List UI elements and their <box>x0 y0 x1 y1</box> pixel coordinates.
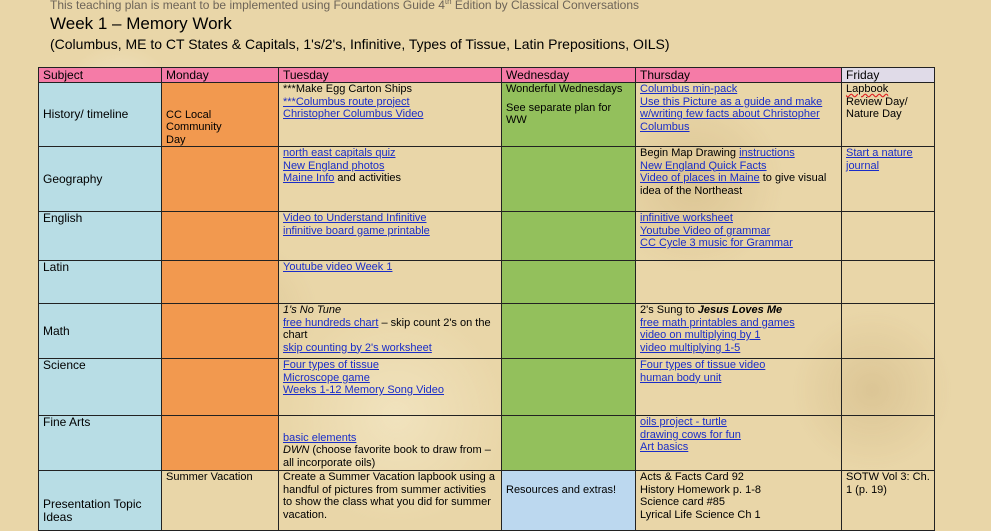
friday-science <box>842 359 935 416</box>
subject-history: History/ timeline <box>39 83 162 147</box>
monday-geography <box>162 147 279 212</box>
thursday-math: 2's Sung to Jesus Loves Me free math printables and games video on multiplying by 1 video multiplying 1-5 <box>636 304 842 359</box>
lesson-plan-table <box>38 67 935 531</box>
wednesday-math <box>502 304 636 359</box>
monday-fine-arts <box>162 416 279 471</box>
map-instructions-link[interactable]: instructions <box>739 147 795 159</box>
subject-english: English <box>39 212 162 261</box>
tuesday-fine-arts: basic elements DWN (choose favorite book to draw from – all incorporate oils) <box>279 416 502 471</box>
skip-counting-link[interactable]: skip counting by 2's worksheet <box>283 341 432 354</box>
drawing-cows-link[interactable]: drawing cows for fun <box>640 428 741 441</box>
thursday-science <box>636 359 842 416</box>
subject-fine-arts: Fine Arts <box>39 416 162 471</box>
thursday-history <box>636 83 842 147</box>
col-header-tuesday: Tuesday <box>279 68 502 83</box>
columbus-video-link[interactable]: Christopher Columbus Video <box>283 108 424 120</box>
friday-presentation: SOTW Vol 3: Ch. 1 (p. 19) <box>842 471 935 531</box>
page-subtitle: (Columbus, ME to CT States & Capitals, 1's/2's, Infinitive, Types of Tissue, Latin Prepositions, OILS) <box>50 36 670 52</box>
table-row <box>39 304 935 359</box>
subject-presentation: Presentation Topic Ideas <box>39 471 162 531</box>
memory-song-video-link[interactable]: Weeks 1-12 Memory Song Video <box>283 384 445 396</box>
hundreds-chart-link[interactable]: free hundreds chart <box>283 316 379 329</box>
monday-math <box>162 304 279 359</box>
multiply-1-video-link[interactable]: video on multiplying by 1 <box>640 329 761 341</box>
human-body-unit-link[interactable]: human body unit <box>640 371 722 384</box>
infinitive-game-link[interactable]: infinitive board game printable <box>283 224 430 237</box>
wednesday-presentation: Resources and extras! <box>502 471 636 531</box>
subject-latin: Latin <box>39 261 162 304</box>
monday-history: CC Local Community Day <box>162 83 279 147</box>
table-row <box>39 416 935 471</box>
grammar-music-link[interactable]: CC Cycle 3 music for Grammar <box>640 237 793 249</box>
wednesday-geography <box>502 147 636 212</box>
columbus-picture-link[interactable]: Use this Picture as a guide and make w/writing few facts about Christopher Columbus <box>640 95 823 133</box>
wednesday-latin <box>502 261 636 304</box>
table-row <box>39 83 935 147</box>
tuesday-latin <box>279 261 502 304</box>
subject-math: Math <box>39 304 162 359</box>
wednesday-history: Wonderful Wednesdays See separate plan for WW <box>502 83 636 147</box>
art-basics-link[interactable]: Art basics <box>640 441 689 453</box>
math-printables-link[interactable]: free math printables and games <box>640 316 795 329</box>
col-header-subject: Subject <box>39 68 162 83</box>
wednesday-fine-arts <box>502 416 636 471</box>
col-header-friday: Friday <box>842 68 935 83</box>
columbus-minipack-link[interactable]: Columbus min-pack <box>640 83 738 95</box>
subject-science: Science <box>39 359 162 416</box>
table-row <box>39 261 935 304</box>
subject-geography: Geography <box>39 147 162 212</box>
col-header-wednesday: Wednesday <box>502 68 636 83</box>
new-england-facts-link[interactable]: New England Quick Facts <box>640 159 767 172</box>
top-note: This teaching plan is meant to be implemented using Foundations Guide 4th Edition by Classical Conversations <box>50 0 639 12</box>
friday-fine-arts <box>842 416 935 471</box>
capitals-quiz-link[interactable]: north east capitals quiz <box>283 147 396 159</box>
friday-geography <box>842 147 935 212</box>
friday-latin <box>842 261 935 304</box>
tuesday-history: ***Make Egg Carton Ships ***Columbus route project Christopher Columbus Video <box>279 83 502 147</box>
table-row <box>39 212 935 261</box>
monday-latin <box>162 261 279 304</box>
monday-presentation: Summer Vacation <box>162 471 279 531</box>
col-header-thursday: Thursday <box>636 68 842 83</box>
tuesday-english <box>279 212 502 261</box>
infinitive-worksheet-link[interactable]: infinitive worksheet <box>640 212 733 224</box>
columbus-route-link[interactable]: ***Columbus route project <box>283 95 410 108</box>
new-england-photos-link[interactable]: New England photos <box>283 159 385 172</box>
thursday-latin <box>636 261 842 304</box>
col-header-monday: Monday <box>162 68 279 83</box>
wednesday-english <box>502 212 636 261</box>
latin-video-link[interactable]: Youtube video Week 1 <box>283 261 393 273</box>
tuesday-geography: north east capitals quiz New England photos Maine Info and activities <box>279 147 502 212</box>
table-row <box>39 359 935 416</box>
table-row <box>39 471 935 531</box>
table-row <box>39 147 935 212</box>
thursday-fine-arts <box>636 416 842 471</box>
thursday-english <box>636 212 842 261</box>
monday-english <box>162 212 279 261</box>
infinitive-video-link[interactable]: Video to Understand Infinitive <box>283 212 427 224</box>
tuesday-math: 1's No Tune free hundreds chart – skip count 2's on the chart skip counting by 2's worksheet <box>279 304 502 359</box>
monday-science <box>162 359 279 416</box>
tissue-video-link[interactable]: Four types of tissue video <box>640 359 766 371</box>
microscope-game-link[interactable]: Microscope game <box>283 371 370 384</box>
tuesday-presentation: Create a Summer Vacation lapbook using a handful of pictures from summer activities to show the class what you did for summer vacation. <box>279 471 502 531</box>
thursday-geography: Begin Map Drawing instructions New England Quick Facts Video of places in Maine to give visual idea of the Northeast <box>636 147 842 212</box>
friday-history: Lapbook Review Day/ Nature Day <box>842 83 935 147</box>
header-row <box>39 68 935 83</box>
tissue-types-link[interactable]: Four types of tissue <box>283 359 379 371</box>
friday-english <box>842 212 935 261</box>
maine-info-link[interactable]: Maine Info <box>283 172 335 184</box>
friday-math <box>842 304 935 359</box>
grammar-video-link[interactable]: Youtube Video of grammar <box>640 224 771 237</box>
multiply-1-5-video-link[interactable]: video multiplying 1-5 <box>640 341 741 354</box>
maine-places-video-link[interactable]: Video of places in Maine <box>640 172 760 184</box>
page-title: Week 1 – Memory Work <box>50 14 232 33</box>
wednesday-science <box>502 359 636 416</box>
oils-turtle-link[interactable]: oils project - turtle <box>640 416 727 428</box>
tuesday-science <box>279 359 502 416</box>
thursday-presentation: Acts & Facts Card 92 History Homework p. 1-8 Science card #85 Lyrical Life Science Ch 1 <box>636 471 842 531</box>
nature-journal-link[interactable]: Start a nature journal <box>846 147 913 172</box>
basic-elements-link[interactable]: basic elements <box>283 431 357 444</box>
